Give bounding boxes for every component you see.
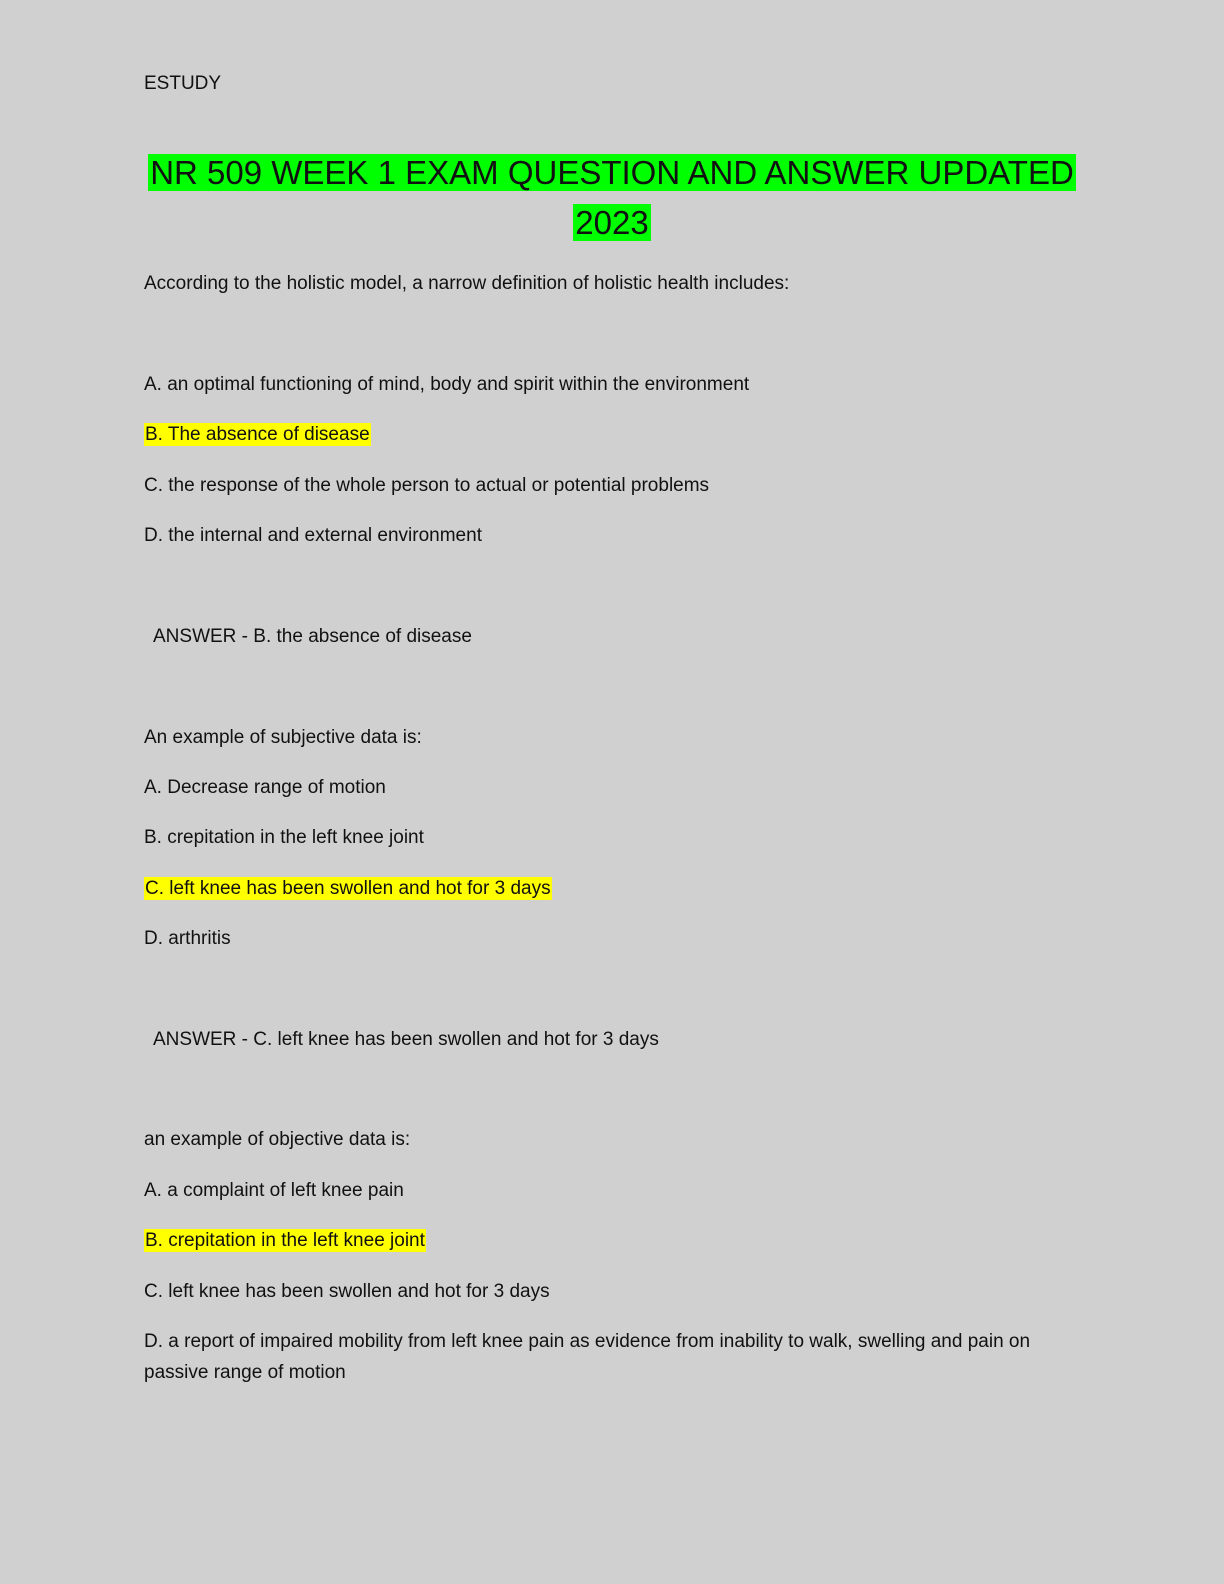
question-1-answer: ANSWER - B. the absence of disease [153,626,472,647]
question-1-option-c: C. the response of the whole person to actual or potential problems [144,475,710,496]
question-2-option-d: D. arthritis [144,928,231,949]
question-1-option-b [144,423,371,447]
question-1-option-a: A. an optimal functioning of mind, body and spirit within the environment [144,374,750,395]
question-2-option-a: A. Decrease range of motion [144,777,386,798]
question-3-option-a: A. a complaint of left knee pain [144,1180,404,1201]
header-label: ESTUDY [144,73,222,94]
question-2-option-c [144,877,552,901]
question-3-option-d: D. a report of impaired mobility from left knee pain as evidence from inability to walk, swelling and pain on passive range of motion [144,1331,1031,1383]
question-2-option-b: B. crepitation in the left knee joint [144,827,424,848]
question-3-option-c: C. left knee has been swollen and hot for 3 days [144,1281,550,1302]
correct-option-highlight: B. crepitation in the left knee joint [145,1230,425,1251]
document-title-line-2 [0,198,1224,248]
correct-option-highlight: B. The absence of disease [145,424,370,445]
title-highlight-2: 2023 [575,204,649,241]
question-3-stem: an example of objective data is: [144,1129,411,1150]
question-3-option-b [144,1229,426,1253]
question-2-stem: An example of subjective data is: [144,727,422,748]
question-1-option-d: D. the internal and external environment [144,525,482,546]
question-1-stem: According to the holistic model, a narrow definition of holistic health includes: [144,273,790,294]
document-title-line-1 [0,148,1224,198]
title-highlight-1: NR 509 WEEK 1 EXAM QUESTION AND ANSWER UPDATED [150,154,1074,191]
question-2-answer: ANSWER - C. left knee has been swollen and hot for 3 days [153,1029,659,1050]
correct-option-highlight: C. left knee has been swollen and hot for 3 days [145,878,551,899]
